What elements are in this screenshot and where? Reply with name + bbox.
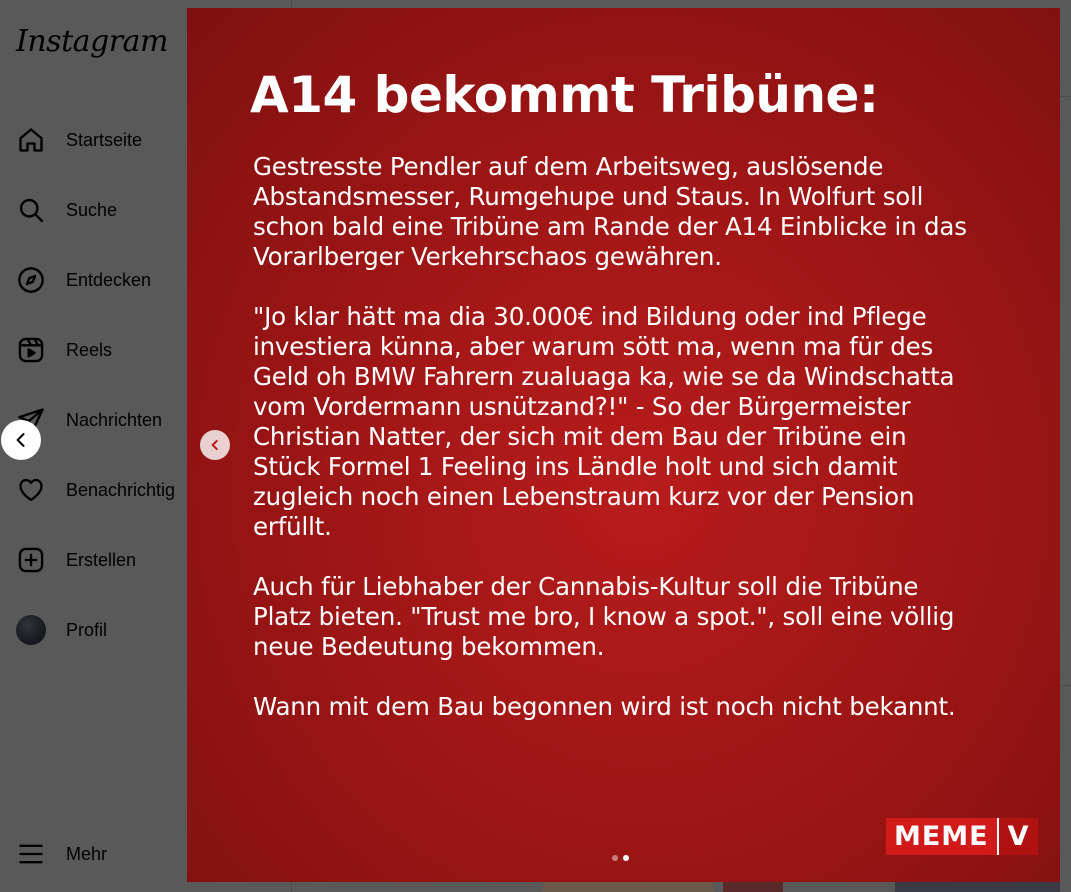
post-body — [253, 152, 1053, 722]
post-line: neue Bedeutung bekommen. — [253, 632, 605, 661]
post-line: Platz bieten. "Trust me bro, I know a spot.", soll eine völlig — [253, 602, 955, 631]
carousel-prev-button[interactable] — [200, 430, 230, 460]
post-line: Gestresste Pendler auf dem Arbeitsweg, auslösende — [253, 152, 884, 181]
previous-post-button[interactable] — [1, 420, 41, 460]
post-line: Abstandsmesser, Rumgehupe und Staus. In Wolfurt soll — [253, 182, 924, 211]
carousel-dot — [612, 855, 618, 861]
carousel-dot-active — [623, 855, 629, 861]
post-line: schon bald eine Tribüne am Rande der A14 Einblicke in das — [253, 212, 967, 241]
feed-thumbnail — [723, 882, 783, 892]
post-line: Christian Natter, der sich mit dem Bau der Tribüne ein — [253, 422, 907, 451]
post-line: Geld oh BMW Fahrern zualuaga ka, wie se da Windschatta — [253, 362, 955, 391]
post-image — [187, 8, 1060, 882]
post-line: vom Vordermann usnützand?!" - So der Bürgermeister — [253, 392, 911, 421]
post-line: "Jo klar hätt ma dia 30.000€ ind Bildung oder ind Pflege — [253, 302, 927, 331]
post-line: Vorarlberger Verkehrschaos gewähren. — [253, 242, 722, 271]
feed-thumbnail — [543, 882, 713, 892]
badge-left: MEME — [894, 821, 989, 852]
post-line: Wann mit dem Bau begonnen wird ist noch nicht bekannt. — [253, 692, 956, 721]
badge-right: V — [997, 818, 1038, 855]
post-line: investiera künna, aber warum sött ma, wenn ma für des — [253, 332, 934, 361]
post-line: erfüllt. — [253, 512, 332, 541]
post-line: Stück Formel 1 Feeling ins Ländle holt und sich damit — [253, 452, 898, 481]
feed-thumbnail — [895, 882, 1060, 892]
post-line: Auch für Liebhaber der Cannabis-Kultur soll die Tribüne — [253, 572, 919, 601]
post-line: zugleich noch einen Lebenstraum kurz vor der Pension — [253, 482, 915, 511]
meme-badge-logo — [886, 818, 1038, 855]
chevron-left-icon — [208, 438, 222, 452]
carousel-dots — [612, 855, 629, 861]
post-title: A14 bekommt Tribüne: — [250, 66, 879, 124]
chevron-left-icon — [11, 430, 31, 450]
